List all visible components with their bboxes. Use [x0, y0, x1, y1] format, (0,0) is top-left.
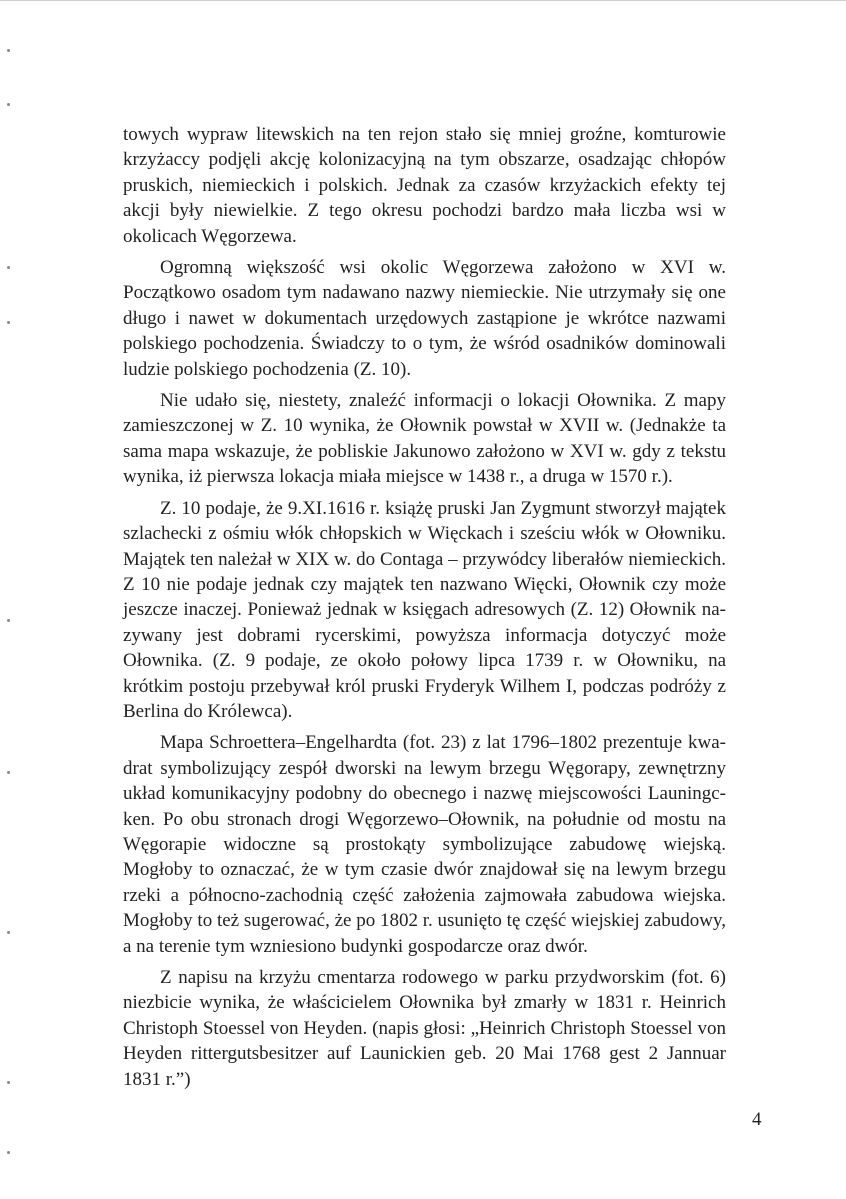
scan-speck: [7, 266, 10, 269]
paragraph: Nie udało się, niestety, znaleźć informacji o lokacji Ołownika. Z mapy zamieszczonej w Z. 10 wynika, że Ołownik powstał w XVII w. (Jednakże ta sama mapa wskazuje, że pobliskie Jakunowo założono w XVI w. gdy z tekstu wynika, iż pierwsza lokacja miała miejsce w 1438 r., a druga w 1570 r.).: [123, 390, 726, 488]
scan-speck: [7, 321, 10, 324]
paragraph: towych wypraw litewskich na ten rejon stało się mniej groźne, komturowie krzyżaccy podjęli akcję kolonizacyjną na tym obszarze, osadzając chłopów pruskich, niemieckich i polskich. Jednak za czasów krzyżackich efekty tej akcji były niewielkie. Z tego okresu pochodzi bardzo mała liczba wsi w okolicach Węgorzewa.: [123, 124, 726, 247]
paragraph: Z. 10 podaje, że 9.XI.1616 r. książę pruski Jan Zygmunt stworzył majątek szlachecki z ośmiu włók chłopskich w Więckach i sześciu włók w Ołowniku. Majątek ten należał w XIX w. do Contaga – przywódcy liberałów niemieckich. Z 10 nie podaje jednak czy majątek ten nazwano Więcki, Ołownik czy może jeszcze inaczej. Ponieważ jednak w księgach adresowych (Z. 12) Ołownik nazywany jest dobrami rycerskimi, powyższa informacja dotyczyć może Ołownika. (Z. 9 podaje, ze około połowy lipca 1739 r. w Ołowniku, na krótkim postoju przebywał król pruski Fryderyk Wilhem I, podczas podróży z Berlina do Królewca).: [123, 497, 726, 722]
paragraph: Ogromną większość wsi okolic Węgorzewa założono w XVI w. Początkowo osadom tym nadawano nazwy niemieckie. Nie utrzymały się one długo i nawet w dokumentach urzędowych zastąpione je wkrótce nazwami polskiego pochodzenia. Świadczy to o tym, że wśród osadników dominowali ludzie polskiego pochodzenia (Z. 10).: [123, 257, 726, 380]
scan-speck: [7, 1081, 10, 1084]
scan-speck: [7, 619, 10, 622]
scan-speck: [7, 1151, 10, 1154]
scan-speck: [7, 103, 10, 106]
scan-speck: [7, 49, 10, 52]
paragraph: Mapa Schroettera–Engelhardta (fot. 23) z lat 1796–1802 prezentuje kwadrat symbolizujący zespół dworski na lewym brzegu Węgorapy, zewnętrzny układ komunikacyjny podobny do obecnego i nazwę miejscowości Launingcken. Po obu stronach drogi Węgorzewo–Ołownik, na południe od mostu na Węgorapie widoczne są prostokąty symbolizujące zabudowę wiejską. Mogłoby to oznaczać, że w tym czasie dwór znajdował się na lewym brzegu rzeki a północno-zachodnią część założenia zajmowała zabudowa wiejska. Mogłoby to też sugerować, że po 1802 r. usunięto tę część wiejskiej zabudowy, a na terenie tym wzniesiono budynki gospodarcze oraz dwór.: [123, 732, 726, 957]
scan-speck: [7, 771, 10, 774]
body-text: [123, 122, 726, 1098]
paragraph: Z napisu na krzyżu cmentarza rodowego w parku przydworskim (fot. 6) niezbicie wynika, że właścicielem Ołownika był zmarły w 1831 r. Heinrich Christoph Stoessel von Heyden. (napis głosi: „Heinrich Christoph Stoessel von Heyden rittergutsbesitzer auf Launickien geb. 20 Mai 1768 gest 2 Jannuar 1831 r.”): [123, 967, 726, 1090]
scan-speck: [7, 931, 10, 934]
page-number: 4: [752, 1109, 762, 1130]
